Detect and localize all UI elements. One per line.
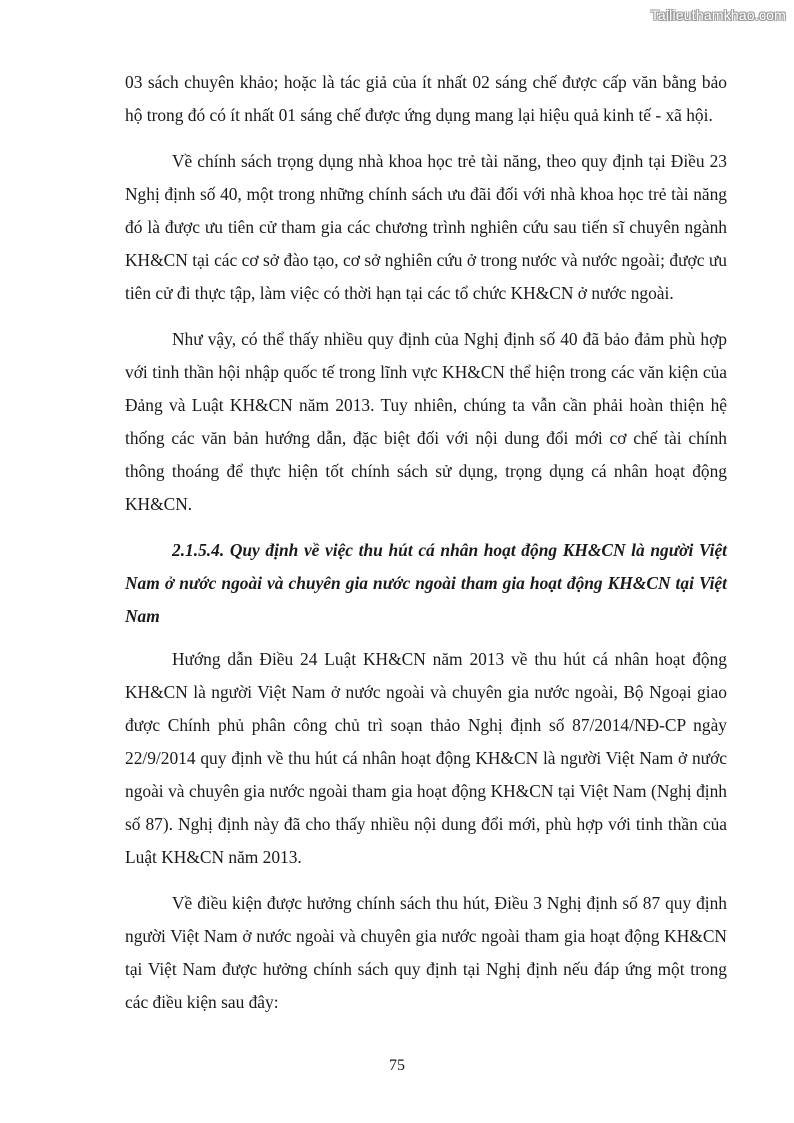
watermark-text: Tailieuthamkhao.com [650, 7, 786, 23]
paragraph-article-24-guidance: Hướng dẫn Điều 24 Luật KH&CN năm 2013 về thu hút cá nhân hoạt động KH&CN là người Việt Nam ở nước ngoài và chuyên gia nước ngoài, Bộ Ngoại giao được Chính phủ phân công chủ trì soạn thảo Nghị định số 87/2014/NĐ-CP ngày 22/9/2014 quy định về thu hút cá nhân hoạt động KH&CN là người Việt Nam ở nước ngoài và chuyên gia nước ngoài tham gia hoạt động KH&CN tại Việt Nam (Nghị định số 87). Nghị định này đã cho thấy nhiều nội dung đổi mới, phù hợp với tinh thần của Luật KH&CN năm 2013. [125, 649, 727, 867]
section-heading-2-1-5-4: 2.1.5.4. Quy định về việc thu hút cá nhân hoạt động KH&CN là người Việt Nam ở nước ngoài và chuyên gia nước ngoài tham gia hoạt động KH&CN tại Việt Nam [125, 540, 727, 626]
document-body [125, 66, 727, 1032]
page-number: 75 [389, 1057, 405, 1074]
paragraph-young-scientist-policy: Về chính sách trọng dụng nhà khoa học trẻ tài năng, theo quy định tại Điều 23 Nghị định số 40, một trong những chính sách ưu đãi đối với nhà khoa học trẻ tài năng đó là được ưu tiên cử tham gia các chương trình nghiên cứu sau tiến sĩ chuyên ngành KH&CN tại các cơ sở đào tạo, cơ sở nghiên cứu ở trong nước và nước ngoài; được ưu tiên cử đi thực tập, làm việc có thời hạn tại các tổ chức KH&CN ở nước ngoài. [125, 151, 727, 303]
paragraph-decree-40-assessment: Như vậy, có thể thấy nhiều quy định của Nghị định số 40 đã bảo đảm phù hợp với tinh thần hội nhập quốc tế trong lĩnh vực KH&CN thể hiện trong các văn kiện của Đảng và Luật KH&CN năm 2013. Tuy nhiên, chúng ta vẫn cần phải hoàn thiện hệ thống các văn bản hướng dẫn, đặc biệt đối với nội dung đổi mới cơ chế tài chính thông thoáng để thực hiện tốt chính sách sử dụng, trọng dụng cá nhân hoạt động KH&CN. [125, 329, 727, 514]
paragraph-eligibility-conditions: Về điều kiện được hưởng chính sách thu hút, Điều 3 Nghị định số 87 quy định người Việt Nam ở nước ngoài và chuyên gia nước ngoài tham gia hoạt động KH&CN tại Việt Nam được hưởng chính sách quy định tại Nghị định nếu đáp ứng một trong các điều kiện sau đây: [125, 893, 727, 1012]
paragraph-continuation: 03 sách chuyên khảo; hoặc là tác giả của ít nhất 02 sáng chế được cấp văn bằng bảo hộ trong đó có ít nhất 01 sáng chế được ứng dụng mang lại hiệu quả kinh tế - xã hội. [125, 72, 727, 125]
